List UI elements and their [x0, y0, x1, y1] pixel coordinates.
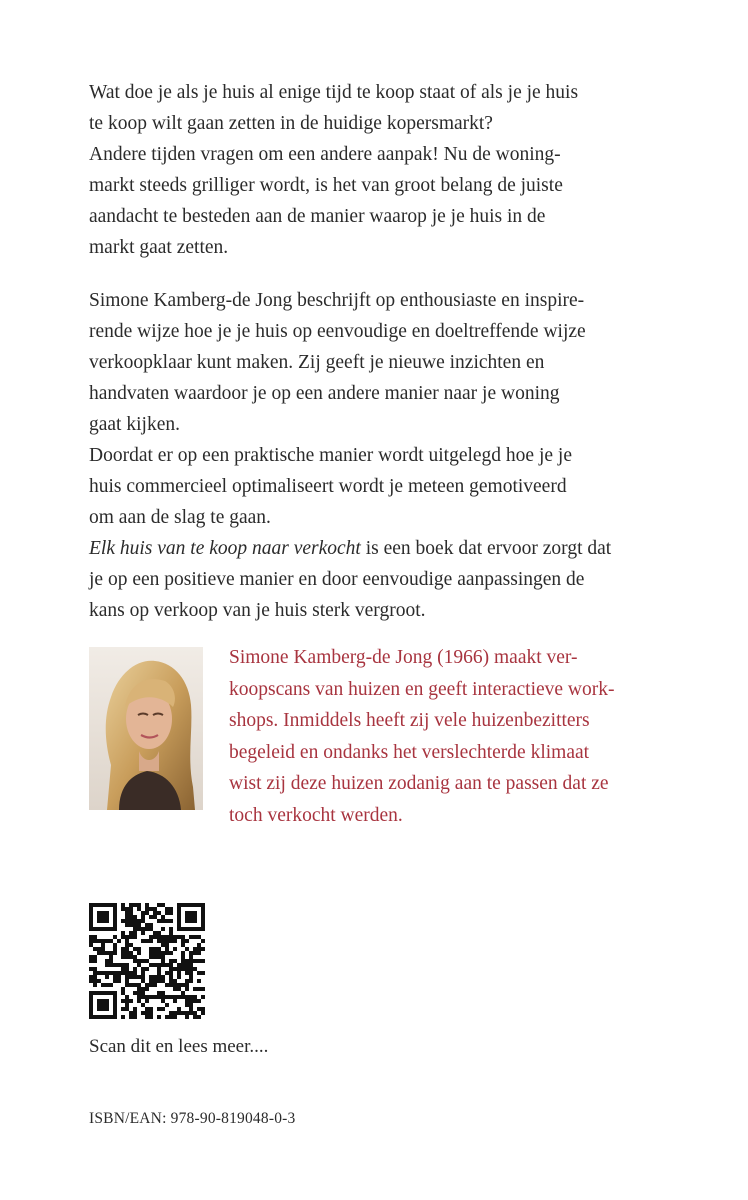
bio-line: shops. Inmiddels heeft zij vele huizenbezitters	[229, 710, 590, 732]
bio-line: wist zij deze huizen zodanig aan te passen dat ze	[229, 773, 609, 795]
description-line: huis commercieel optimaliseert wordt je meteen gemotiveerd	[89, 476, 567, 497]
intro-line: markt steeds grilliger wordt, is het van groot belang de juiste	[89, 175, 563, 196]
intro-line: Andere tijden vragen om een andere aanpak! Nu de woning-	[89, 144, 561, 165]
bio-line: Simone Kamberg-de Jong (1966) maakt ver-	[229, 647, 578, 668]
isbn-number: ISBN/EAN: 978-90-819048-0-3	[89, 1110, 296, 1127]
bio-line: toch verkocht werden.	[229, 804, 403, 826]
description-line: Doordat er op een praktische manier wordt uitgelegd hoe je je	[89, 445, 572, 466]
book-title-line	[89, 533, 689, 564]
intro-line: markt gaat zetten.	[89, 237, 229, 258]
author-photo	[89, 647, 203, 810]
description-line: je op een positieve manier en door eenvoudige aanpassingen de	[89, 569, 585, 590]
qr-code[interactable]	[89, 903, 205, 1019]
description-line: rende wijze hoe je je huis op eenvoudige en doeltreffende wijze	[89, 321, 586, 342]
scan-caption: Scan dit en lees meer....	[89, 1036, 269, 1057]
description-line: om aan de slag te gaan.	[89, 507, 271, 528]
intro-line: aandacht te besteden aan de manier waarop je je huis in de	[89, 206, 546, 227]
bio-line: begeleid en ondanks het verslechterde klimaat	[229, 741, 590, 763]
book-title-line-rest: is een boek dat ervoor zorgt dat	[360, 538, 612, 559]
author-bio	[229, 642, 709, 832]
intro-line: te koop wilt gaan zetten in de huidige kopersmarkt?	[89, 113, 493, 134]
book-title: Elk huis van te koop naar verkocht	[89, 538, 361, 559]
description-line: Simone Kamberg-de Jong beschrijft op enthousiaste en inspire-	[89, 290, 585, 311]
description-line: kans op verkoop van je huis sterk vergroot.	[89, 600, 426, 621]
intro-paragraph	[89, 77, 689, 263]
description-line: gaat kijken.	[89, 414, 180, 435]
bio-line: koopscans van huizen en geeft interactieve work-	[229, 678, 615, 700]
description-paragraph	[89, 285, 689, 626]
description-line: handvaten waardoor je op een andere manier naar je woning	[89, 383, 560, 404]
intro-line: Wat doe je als je huis al enige tijd te koop staat of als je je huis	[89, 82, 579, 103]
description-line: verkoopklaar kunt maken. Zij geeft je nieuwe inzichten en	[89, 352, 545, 373]
